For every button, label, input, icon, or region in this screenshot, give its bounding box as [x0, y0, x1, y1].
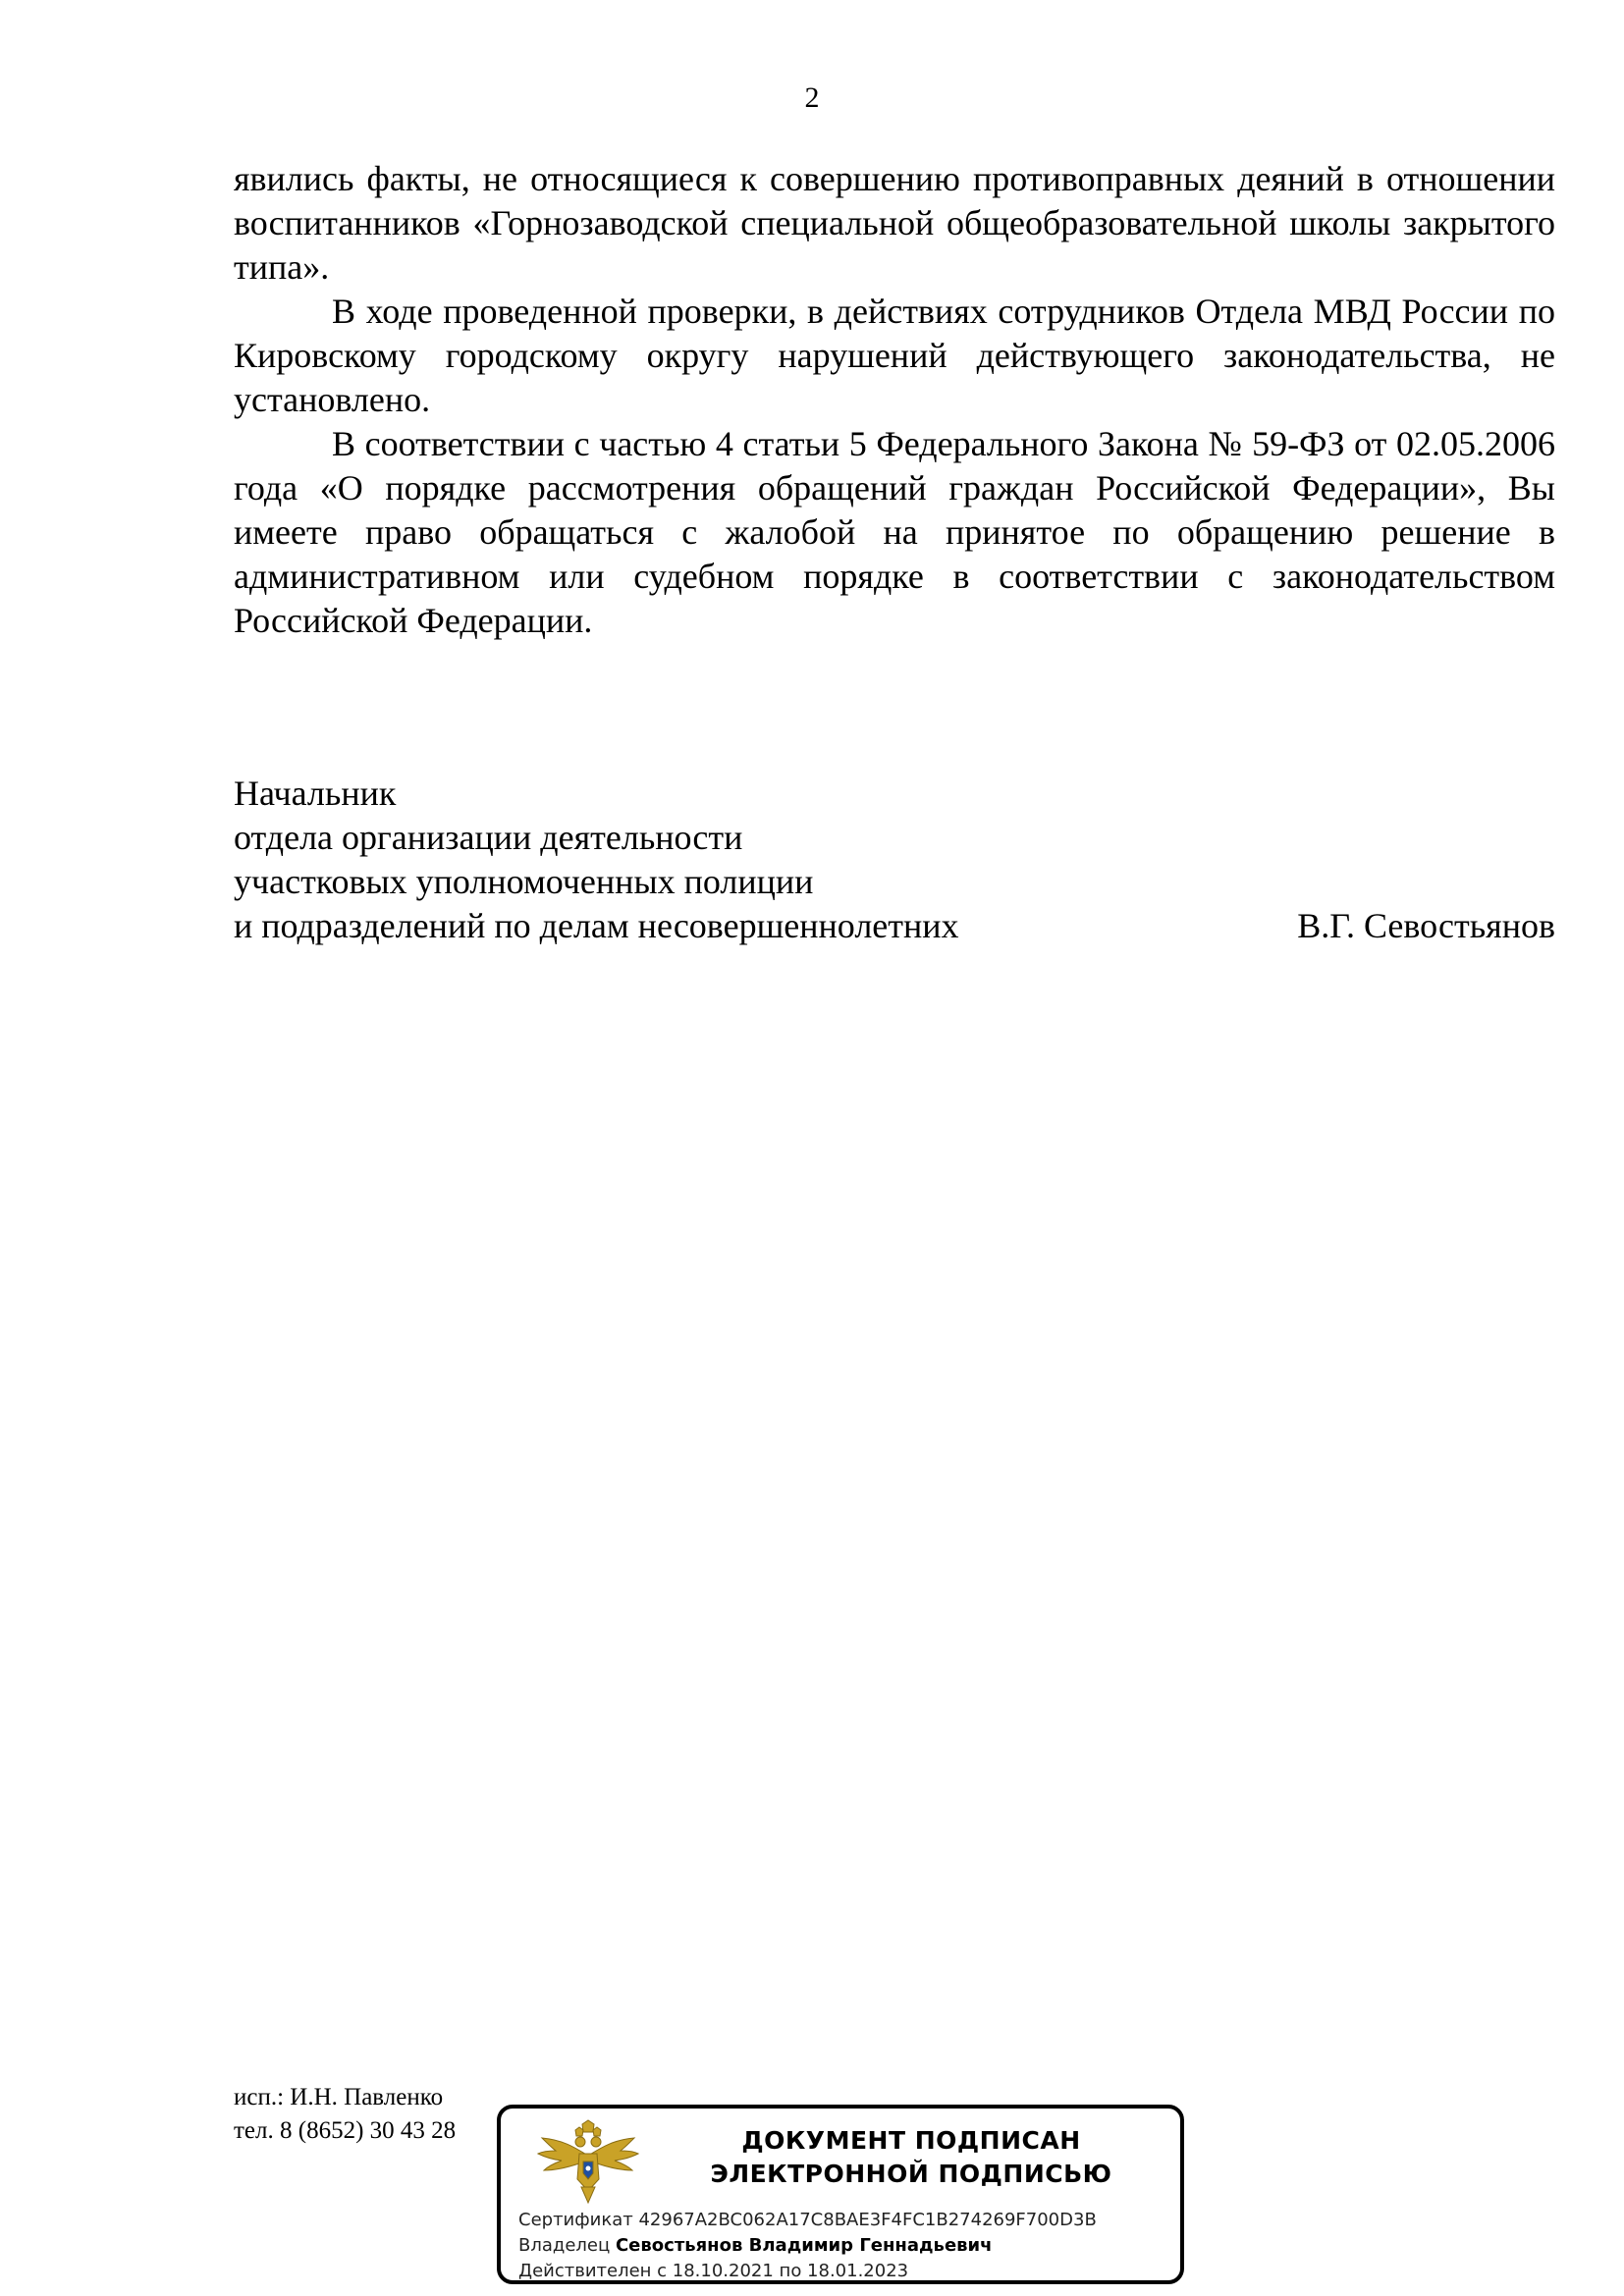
- electronic-signature-stamp: [497, 2105, 1184, 2284]
- mvd-emblem-icon: [534, 2118, 642, 2207]
- stamp-title: [646, 2124, 1176, 2191]
- certificate-row: [518, 2209, 1097, 2232]
- letter-body: [234, 157, 1555, 643]
- signatory-name: В.Г. Севостьянов: [1297, 906, 1555, 945]
- stamp-title-line: ДОКУМЕНТ ПОДПИСАН: [741, 2126, 1081, 2155]
- signatory-position-line: участковых уполномоченных полиции: [234, 862, 814, 901]
- executor-phone: тел. 8 (8652) 30 43 28: [234, 2117, 457, 2144]
- owner-label: Владелец: [518, 2235, 611, 2256]
- owner-row: [518, 2234, 993, 2258]
- owner-value: Севостьянов Владимир Геннадьевич: [615, 2235, 993, 2256]
- executor-info: [234, 2081, 456, 2148]
- signatory-position-line: и подразделений по делам несовершеннолетних: [234, 906, 959, 945]
- signatory-position-line: Начальник: [234, 774, 397, 813]
- certificate-value: 42967A2BC062A17C8BAE3F4FC1B274269F700D3B: [638, 2210, 1097, 2230]
- signatory-position-line: отдела организации деятельности: [234, 818, 743, 857]
- signature-block: [234, 772, 1555, 948]
- validity-row: Действителен с 18.10.2021 по 18.01.2023: [518, 2261, 909, 2281]
- page-number: 2: [804, 81, 820, 114]
- executor-name: исп.: И.Н. Павленко: [234, 2084, 444, 2110]
- paragraph-inspection-result: В ходе проведенной проверки, в действиях сотрудников Отдела МВД России по Кировскому городскому округу нарушений действующего законодательства, не установлено.: [234, 292, 1555, 419]
- signatory-final-row: [234, 904, 1555, 948]
- paragraph-continued: явились факты, не относящиеся к совершению противоправных деяний в отношении воспитанников «Горнозаводской специальной общеобразовательной школы закрытого типа».: [234, 159, 1555, 287]
- paragraph-appeal-rights: В соответствии с частью 4 статьи 5 Федерального Закона № 59-ФЗ от 02.05.2006 года «О порядке рассмотрения обращений граждан Российской Федерации», Вы имеете право обращаться с жалобой на принятое по обращению решение в административном или судебном порядке в соответствии с законодательством Российской Федерации.: [234, 424, 1555, 640]
- certificate-label: Сертификат: [518, 2210, 633, 2230]
- stamp-title-line: ЭЛЕКТРОННОЙ ПОДПИСЬЮ: [710, 2160, 1112, 2188]
